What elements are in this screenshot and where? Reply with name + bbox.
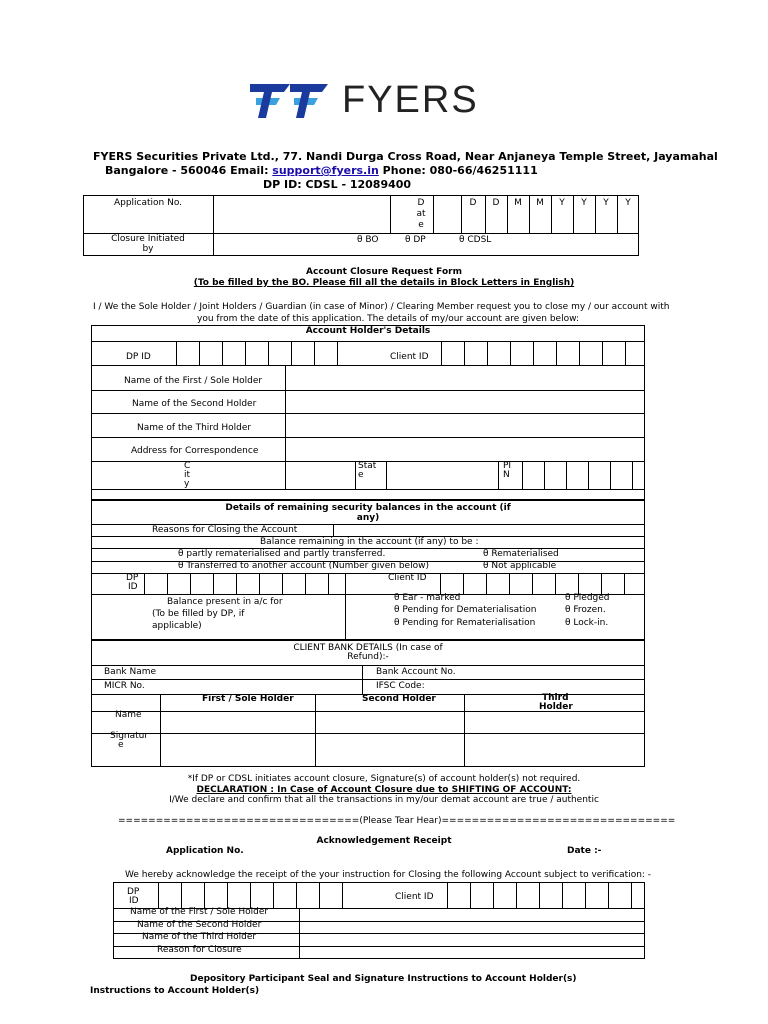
option-bo[interactable]: θ BO xyxy=(357,235,379,245)
option-dp[interactable]: θ DP xyxy=(405,235,426,245)
address-prefix: Bangalore - 560046 Email: xyxy=(105,164,273,177)
option-pledged[interactable]: θ Pledged xyxy=(565,593,610,603)
ack-date: Date :- xyxy=(567,846,602,856)
option-earmarked[interactable]: θ Ear - marked xyxy=(394,593,461,603)
date-label-d: D xyxy=(417,198,425,208)
date-cell: Y xyxy=(603,198,609,208)
support-email-link[interactable]: support@fyers.in xyxy=(272,164,379,177)
state-label-stat: Stat xyxy=(358,461,377,471)
form-subtitle: (To be filled by the BO. Please fill all the details in Block Letters in English) xyxy=(193,278,575,288)
closure-initiated-label: Closure Initiated by xyxy=(111,234,185,254)
option-partly-remat[interactable]: θ partly rematerialised and partly transferred. xyxy=(178,549,386,559)
ack-client-id-label: Client ID xyxy=(395,892,434,902)
option-pending-demat[interactable]: θ Pending for Dematerialisation xyxy=(394,605,537,615)
option-lockin[interactable]: θ Lock-in. xyxy=(565,618,609,628)
company-address-line1: FYERS Securities Private Ltd., 77. Nandi Durga Cross Road, Near Anjaneya Temple Street, Jayamahal xyxy=(93,150,718,163)
dp-id-label-2b: ID xyxy=(128,582,138,592)
pin-label-n: N xyxy=(503,470,510,480)
micr-label: MICR No. xyxy=(104,681,145,691)
ack-reason-label: Reason for Closure xyxy=(157,945,242,955)
declaration-text: I/We declare and confirm that all the transactions in my/our demat account are true / authentic xyxy=(169,795,599,805)
col-third-holder-2: Holder xyxy=(539,702,573,712)
balance-remaining-label: Balance remaining in the account (if any) to be : xyxy=(260,537,479,547)
option-pending-remat[interactable]: θ Pending for Rematerialisation xyxy=(394,618,536,628)
address-label: Address for Correspondence xyxy=(131,446,259,456)
option-rematerialised[interactable]: θ Rematerialised xyxy=(483,549,559,559)
col-third-holder-1: Third xyxy=(542,693,569,703)
col-first-holder: First / Sole Holder xyxy=(202,694,294,704)
company-address-line2 xyxy=(105,164,538,177)
ack-text: We hereby acknowledge the receipt of the your instruction for Closing the following Account subject to verification: - xyxy=(125,870,652,880)
signature-label-1: Signatur xyxy=(110,731,149,741)
ack-app-no: Application No. xyxy=(166,846,244,856)
col-second-holder: Second Holder xyxy=(362,694,436,704)
ack-second-label: Name of the Second Holder xyxy=(137,920,262,930)
balances-heading-2: any) xyxy=(356,513,380,523)
date-cell: Y xyxy=(559,198,565,208)
first-holder-label: Name of the First / Sole Holder xyxy=(124,376,263,386)
form-title: Account Closure Request Form xyxy=(306,267,462,277)
name-row-label: Name xyxy=(115,710,142,720)
balance-present-1: Balance present in a/c for xyxy=(167,597,283,607)
dp-id-label-2a: DP xyxy=(126,573,139,583)
second-holder-label: Name of the Second Holder xyxy=(132,399,257,409)
city-label-c: C xyxy=(184,461,191,471)
client-id-label: Client ID xyxy=(390,352,429,362)
client-id-label-2: Client ID xyxy=(388,573,427,583)
bank-heading-2: Refund):- xyxy=(347,652,389,662)
bank-heading-1: CLIENT BANK DETAILS (In case of xyxy=(293,643,443,653)
third-holder-label: Name of the Third Holder xyxy=(137,423,252,433)
brand-name: FYERS xyxy=(342,79,479,121)
ifsc-label: IFSC Code: xyxy=(376,681,425,691)
dp-id-label: DP ID xyxy=(126,352,151,362)
date-cell: Y xyxy=(625,198,631,208)
intro-line1: I / We the Sole Holder / Joint Holders / Guardian (in case of Minor) / Clearing Member request you to close my / our account with xyxy=(93,302,670,312)
application-no-label: Application No. xyxy=(113,198,183,208)
city-label-it: it xyxy=(184,470,191,480)
balance-present-2: (To be filled by DP, if xyxy=(152,609,245,619)
bank-name-label: Bank Name xyxy=(104,667,157,677)
pin-label-pi: PI xyxy=(503,461,512,471)
date-cell: D xyxy=(469,198,477,208)
option-frozen[interactable]: θ Frozen. xyxy=(565,605,606,615)
phone-text: Phone: 080-66/46251111 xyxy=(378,164,538,177)
date-label-at: at xyxy=(416,209,426,219)
tear-line: ================================(Please Tear Hear)=============================== xyxy=(118,816,676,826)
ack-dp-label-1: DP xyxy=(127,887,140,897)
holder-heading: Account Holder's Details xyxy=(305,326,431,336)
date-label-e: e xyxy=(418,220,424,230)
dp-seal-text: Depository Participant Seal and Signature Instructions to Account Holder(s) xyxy=(190,974,577,984)
dp-id-line: DP ID: CDSL - 12089400 xyxy=(263,178,412,191)
instructions-heading: Instructions to Account Holder(s) xyxy=(90,986,260,996)
signature-label-2: e xyxy=(118,740,124,750)
ack-title: Acknowledgement Receipt xyxy=(316,836,452,846)
declaration-title: DECLARATION : In Case of Account Closure due to SHIFTING OF ACCOUNT: xyxy=(196,785,572,795)
date-cell: D xyxy=(492,198,500,208)
option-cdsl[interactable]: θ CDSL xyxy=(459,235,492,245)
ack-third-label: Name of the Third Holder xyxy=(142,932,257,942)
ack-first-label: Name of the First / Sole Holder xyxy=(130,907,269,917)
city-label-y: y xyxy=(184,479,190,489)
intro-line2: you from the date of this application. The details of my/our account are given below: xyxy=(197,314,579,324)
state-label-e: e xyxy=(358,470,364,480)
bank-account-label: Bank Account No. xyxy=(376,667,456,677)
closure-note: *If DP or CDSL initiates account closure, Signature(s) of account holder(s) not required. xyxy=(187,774,581,784)
date-cell: M xyxy=(536,198,544,208)
option-transferred[interactable]: θ Transferred to another account (Number given below) xyxy=(178,561,429,571)
balance-present-3: applicable) xyxy=(152,621,202,631)
date-cell: M xyxy=(514,198,522,208)
ack-dp-label-2: ID xyxy=(129,896,139,906)
balances-heading-1: Details of remaining security balances in the account (if xyxy=(225,503,511,513)
date-cell: Y xyxy=(581,198,587,208)
option-not-applicable[interactable]: θ Not applicable xyxy=(483,561,557,571)
reasons-label: Reasons for Closing the Account xyxy=(152,525,298,535)
